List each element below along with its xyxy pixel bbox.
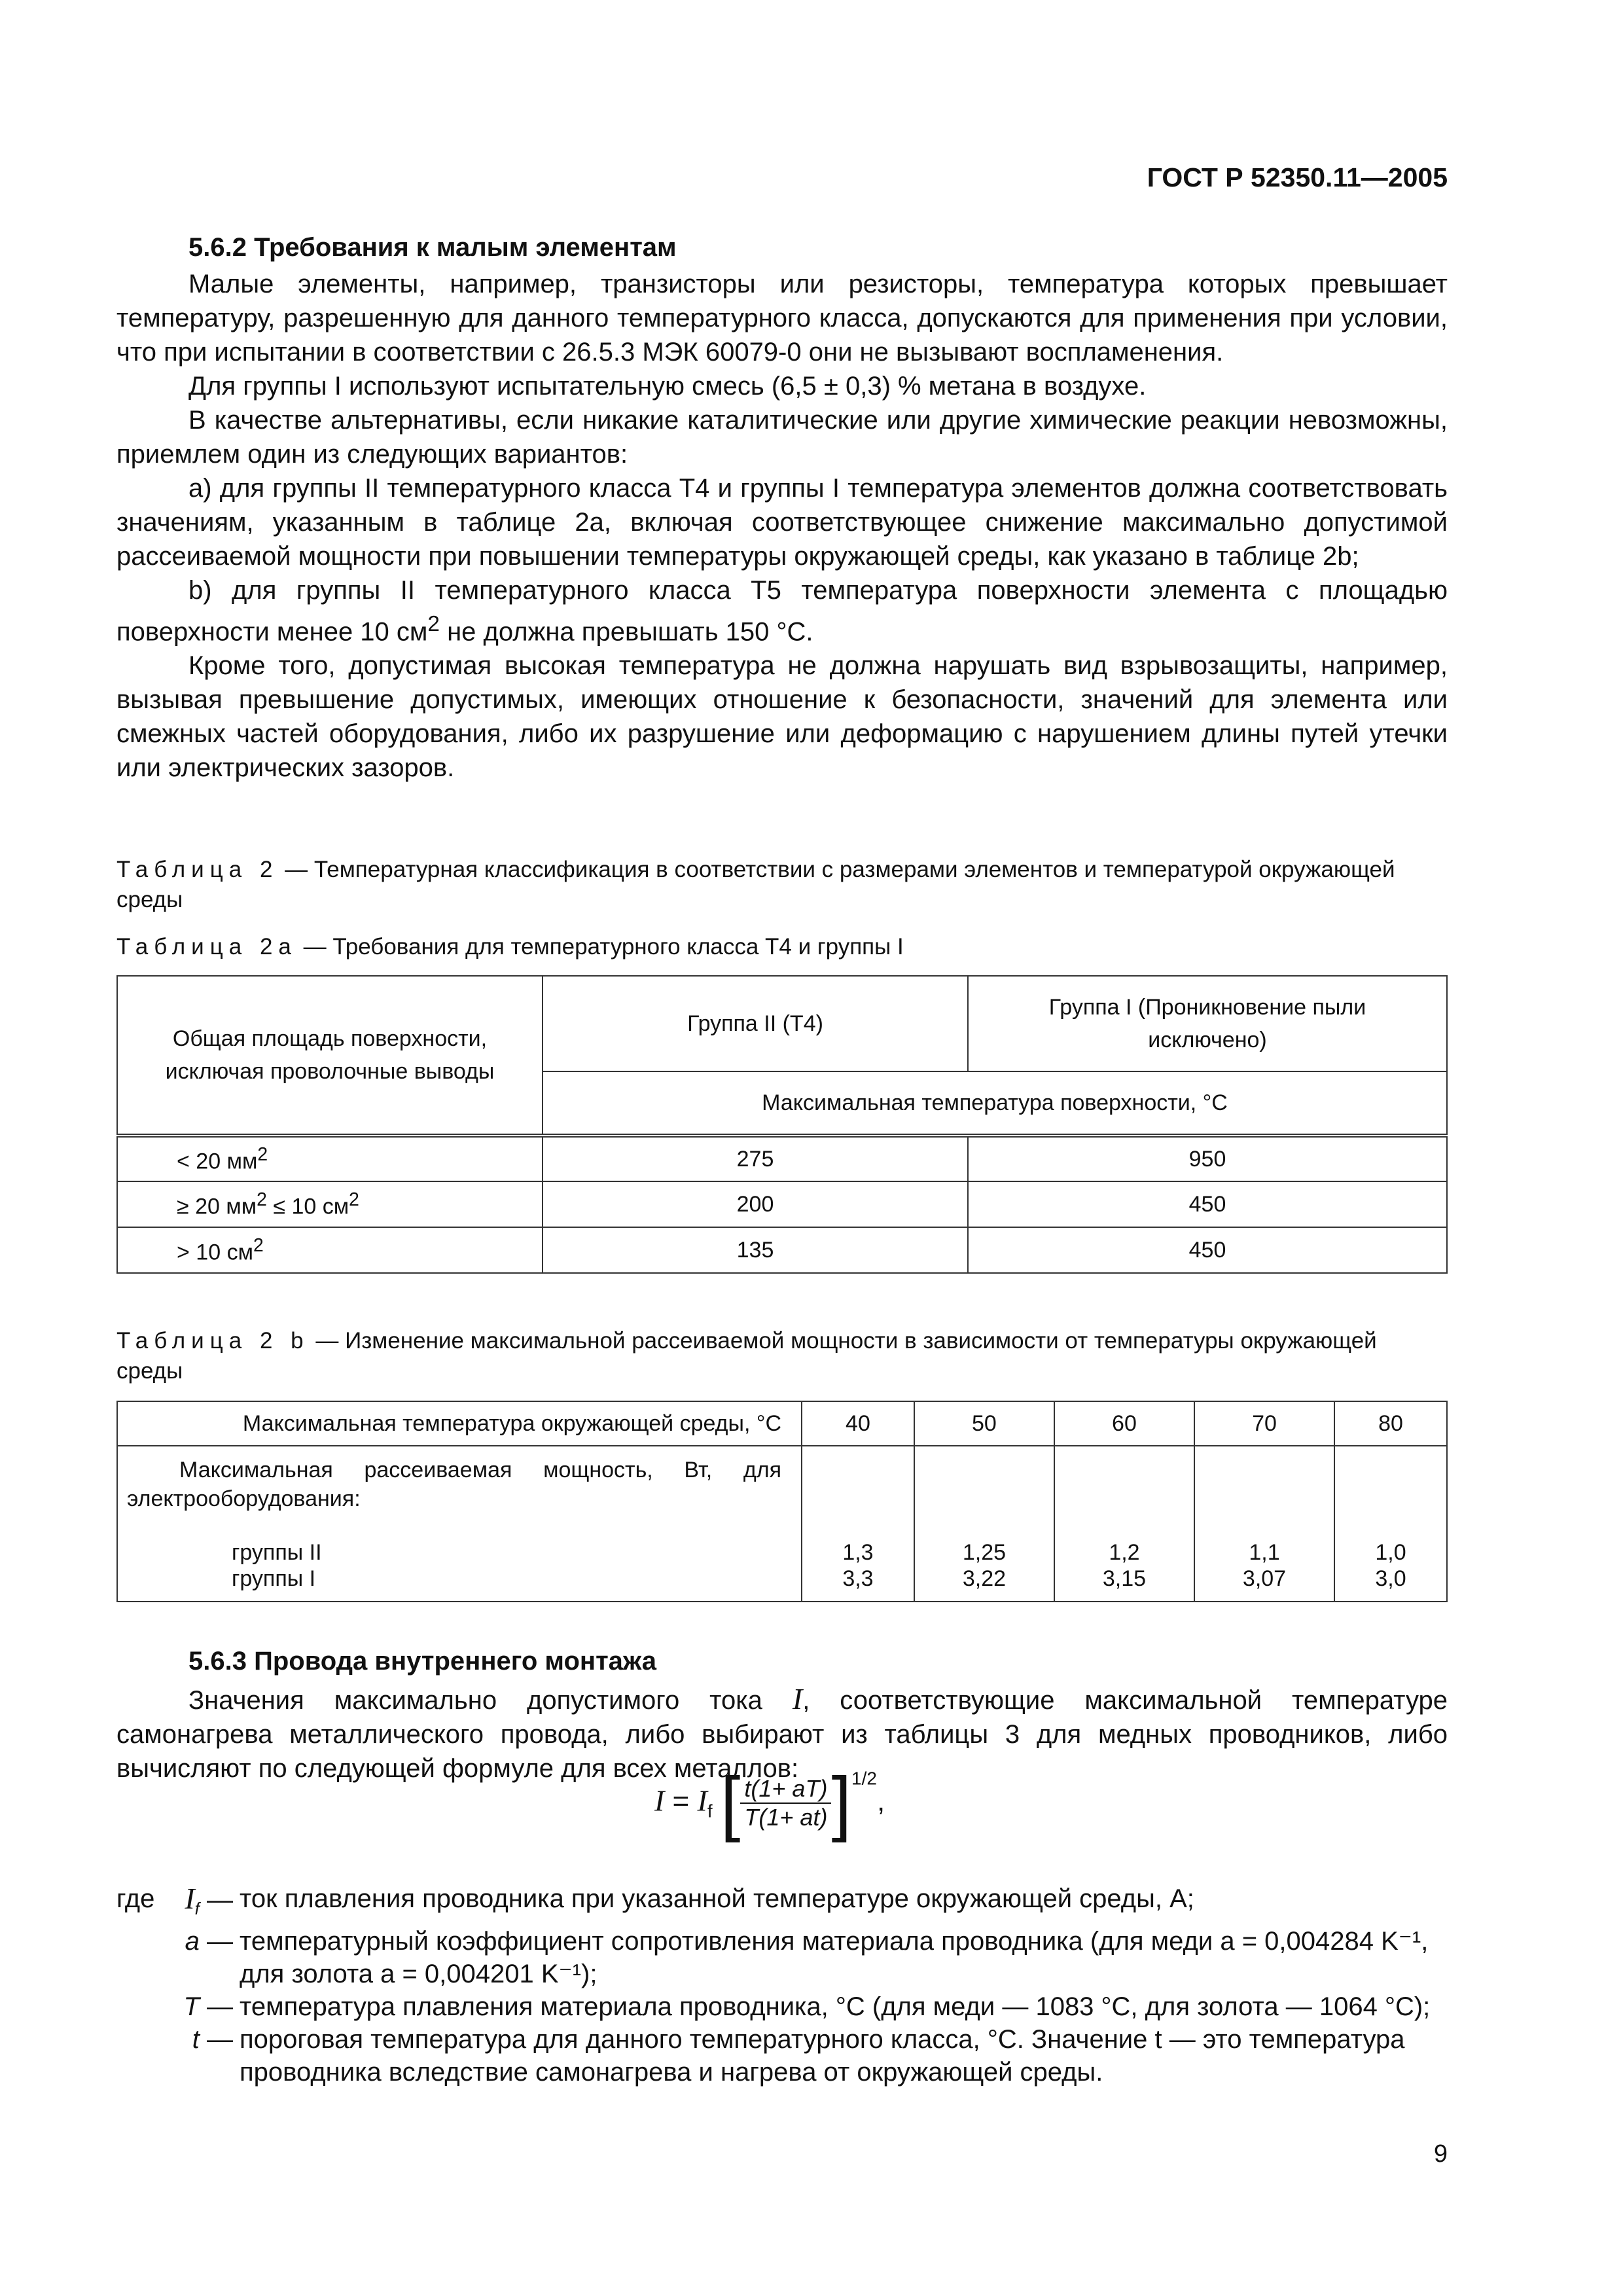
fraction <box>740 1775 831 1831</box>
table-cell <box>1334 1446 1447 1602</box>
table-cell: 50 <box>914 1401 1054 1446</box>
table-cell: 70 <box>1194 1401 1334 1446</box>
table-cell <box>802 1446 914 1602</box>
definition-symbol <box>116 2023 240 2089</box>
denominator: T(1+ at) <box>744 1804 828 1831</box>
paragraph-text: Значения максимально допустимого тока <box>188 1686 793 1715</box>
page-number: 9 <box>1433 2140 1448 2168</box>
list-item-b-text: b) для группы II температурного класса Т5 температура поверхности элемента с площадью поверхности менее 10 см <box>116 576 1448 647</box>
formula <box>654 1763 885 1843</box>
definition-text: температура плавления материала проводника, °С (для меди — 1083 °С, для золота — 1064 °С); <box>240 1992 1431 2021</box>
value: 3,07 <box>1242 1566 1287 1591</box>
paragraph: В качестве альтернативы, если никакие каталитические или другие химические реакции невозможны, приемлем один из следующих вариантов: <box>116 406 1448 469</box>
value: 1,25 <box>962 1540 1007 1565</box>
definition-symbol <box>116 1925 240 1990</box>
dash: — <box>199 2025 233 2054</box>
variable: I <box>792 1682 803 1715</box>
formula-sub: f <box>707 1801 713 1821</box>
superscript: 2 <box>349 1189 359 1210</box>
definition-text: пороговая температура для данного температурного класса, °С. Значение t — это температура проводника вследствие самонагрева и нагрева от окружающей среды. <box>240 2025 1405 2087</box>
caption-label: Таблица 2а <box>116 934 297 960</box>
table2-caption <box>116 855 1448 915</box>
table-header-group2: Группа II (T4) <box>543 976 968 1071</box>
definition-text: ток плавления проводника при указанной температуре окружающей среды, А; <box>240 1884 1194 1913</box>
symbol: T <box>183 1992 200 2021</box>
area-text: ≥ 20 мм <box>177 1194 257 1219</box>
area-text: ≤ 10 см <box>266 1194 349 1219</box>
table-cell: 200 <box>543 1181 968 1227</box>
table-header-group1: Группа I (Проникновение пыли исключено) <box>968 976 1447 1071</box>
value: 3,3 <box>842 1566 874 1591</box>
table-cell: 450 <box>968 1181 1447 1227</box>
table-cell: 275 <box>543 1136 968 1181</box>
group2-label: группы II <box>232 1540 322 1565</box>
area-text: < 20 мм <box>177 1149 258 1174</box>
table-row <box>117 1136 1447 1181</box>
value: 1,3 <box>842 1540 874 1565</box>
list-item-b <box>116 573 1448 649</box>
table-cell: 40 <box>802 1401 914 1446</box>
table2b-caption <box>116 1326 1448 1386</box>
formula-comma: , <box>876 1785 885 1818</box>
bracket-right: ] <box>831 1763 851 1843</box>
paragraph: Малые элементы, например, транзисторы или резисторы, температура которых превышает температуру, разрешенную для данного температурного класса, допускаются для применения при условии, что при испытании в соответствии с 26.5.3 МЭК 60079-0 они не вызывают воспламенения. <box>116 270 1448 367</box>
definition-text: температурный коэффициент сопротивления материала проводника (для меди a = 0,004284 K⁻¹, для золота a = 0,004201 K⁻¹); <box>240 1927 1429 1988</box>
table-cell <box>1054 1446 1194 1602</box>
definition-symbol <box>116 1990 240 2023</box>
formula-eq: = <box>664 1785 698 1818</box>
dash: — <box>199 1992 233 2021</box>
definition-symbol <box>116 1882 240 1925</box>
where-label: где <box>116 1884 155 1913</box>
table-row <box>117 1227 1447 1273</box>
definition-row <box>116 1882 1452 1925</box>
formula-exponent: 1/2 <box>851 1768 877 1789</box>
document-header: ГОСТ Р 52350.11—2005 <box>1147 162 1448 192</box>
value: 3,15 <box>1102 1566 1147 1591</box>
table-cell-area <box>117 1227 543 1273</box>
caption-label: Таблица 2 <box>116 857 279 882</box>
table2a-caption <box>116 932 1448 962</box>
definition-row <box>116 2023 1452 2089</box>
table-2b <box>116 1401 1448 1602</box>
caption-text: — Температурная классификация в соответствии с размерами элементов и температурой окружающей среды <box>116 857 1395 912</box>
row-label-text: Максимальная рассеиваемая мощность, Вт, для электрооборудования: <box>127 1458 781 1511</box>
section-562-title: 5.6.2 Требования к малым элементам <box>188 233 677 262</box>
formula-coef: I <box>697 1784 707 1818</box>
superscript: 2 <box>253 1234 264 1256</box>
table-cell <box>1194 1446 1334 1602</box>
caption-label: Таблица 2 b <box>116 1328 310 1354</box>
paragraph-text: , соответствующие максимальной температуре самонагрева металлического провода, либо выбирают из таблицы 3 для медных проводников, либо вычисляют по следующей формуле для всех металлов: <box>116 1686 1448 1783</box>
value: 1,0 <box>1375 1540 1406 1565</box>
definition-row <box>116 1925 1452 1990</box>
table-cell <box>914 1446 1054 1602</box>
definitions <box>116 1882 1452 2089</box>
symbol: I <box>185 1882 195 1915</box>
group1-label: группы I <box>232 1566 316 1591</box>
dash: — <box>199 1927 233 1956</box>
formula-lhs: I <box>654 1784 665 1818</box>
table-cell: 60 <box>1054 1401 1194 1446</box>
table-cell: 450 <box>968 1227 1447 1273</box>
table-cell-area <box>117 1136 543 1181</box>
caption-text: — Требования для температурного класса Т4 и группы I <box>296 934 904 960</box>
section-562-body <box>116 267 1448 785</box>
paragraph: Для группы I используют испытательную смесь (6,5 ± 0,3) % метана в воздухе. <box>188 372 1147 401</box>
value: 3,0 <box>1375 1566 1406 1591</box>
group-labels <box>127 1539 781 1592</box>
dash: — <box>199 1886 233 1914</box>
table-header-area: Общая площадь поверхности, исключая проволочные выводы <box>117 976 543 1136</box>
list-item-b-tail: не должна превышать 150 °С. <box>439 617 813 647</box>
table-row <box>117 1446 1447 1602</box>
superscript: 2 <box>427 612 440 636</box>
table-cell: 135 <box>543 1227 968 1273</box>
symbol: a <box>185 1927 200 1956</box>
area-text: > 10 см <box>177 1240 253 1265</box>
section-563-title: 5.6.3 Провода внутреннего монтажа <box>188 1647 656 1676</box>
table-row-label <box>117 1446 802 1602</box>
bracket-left: [ <box>720 1763 741 1843</box>
table-2a <box>116 975 1448 1274</box>
table-subheader: Максимальная температура поверхности, °C <box>543 1071 1447 1136</box>
caption-text: — Изменение максимальной рассеиваемой мощности в зависимости от температуры окружающей среды <box>116 1328 1377 1384</box>
table-row <box>117 1401 1447 1446</box>
numerator: t(1+ aT) <box>740 1775 831 1804</box>
definition-row <box>116 1990 1452 2023</box>
superscript: 2 <box>257 1189 267 1210</box>
table-cell: 950 <box>968 1136 1447 1181</box>
table-row <box>117 1181 1447 1227</box>
symbol: t <box>192 2025 200 2054</box>
table-row-label: Максимальная температура окружающей среды, °С <box>117 1401 802 1446</box>
value: 1,2 <box>1109 1540 1140 1565</box>
table-cell: 80 <box>1334 1401 1447 1446</box>
list-item-a: a) для группы II температурного класса Т4 и группы I температура элементов должна соответствовать значениям, указанным в таблице 2a, включая соответствующее снижение максимально допустимой рассеиваемой мощности при повышении температуры окружающей среды, как указано в таблице 2b; <box>116 474 1448 571</box>
paragraph: Кроме того, допустимая высокая температура не должна нарушать вид взрывозащиты, например, вызывая превышение допустимых, имеющих отношение к безопасности, значений для элемента или смежных частей оборудования, либо их разрушение или деформацию с нарушением длины путей утечки или электрических зазоров. <box>116 651 1448 783</box>
value: 1,1 <box>1249 1540 1280 1565</box>
value: 3,22 <box>962 1566 1007 1591</box>
symbol-sub: f <box>194 1899 200 1918</box>
table-cell-area <box>117 1181 543 1227</box>
superscript: 2 <box>257 1143 268 1165</box>
